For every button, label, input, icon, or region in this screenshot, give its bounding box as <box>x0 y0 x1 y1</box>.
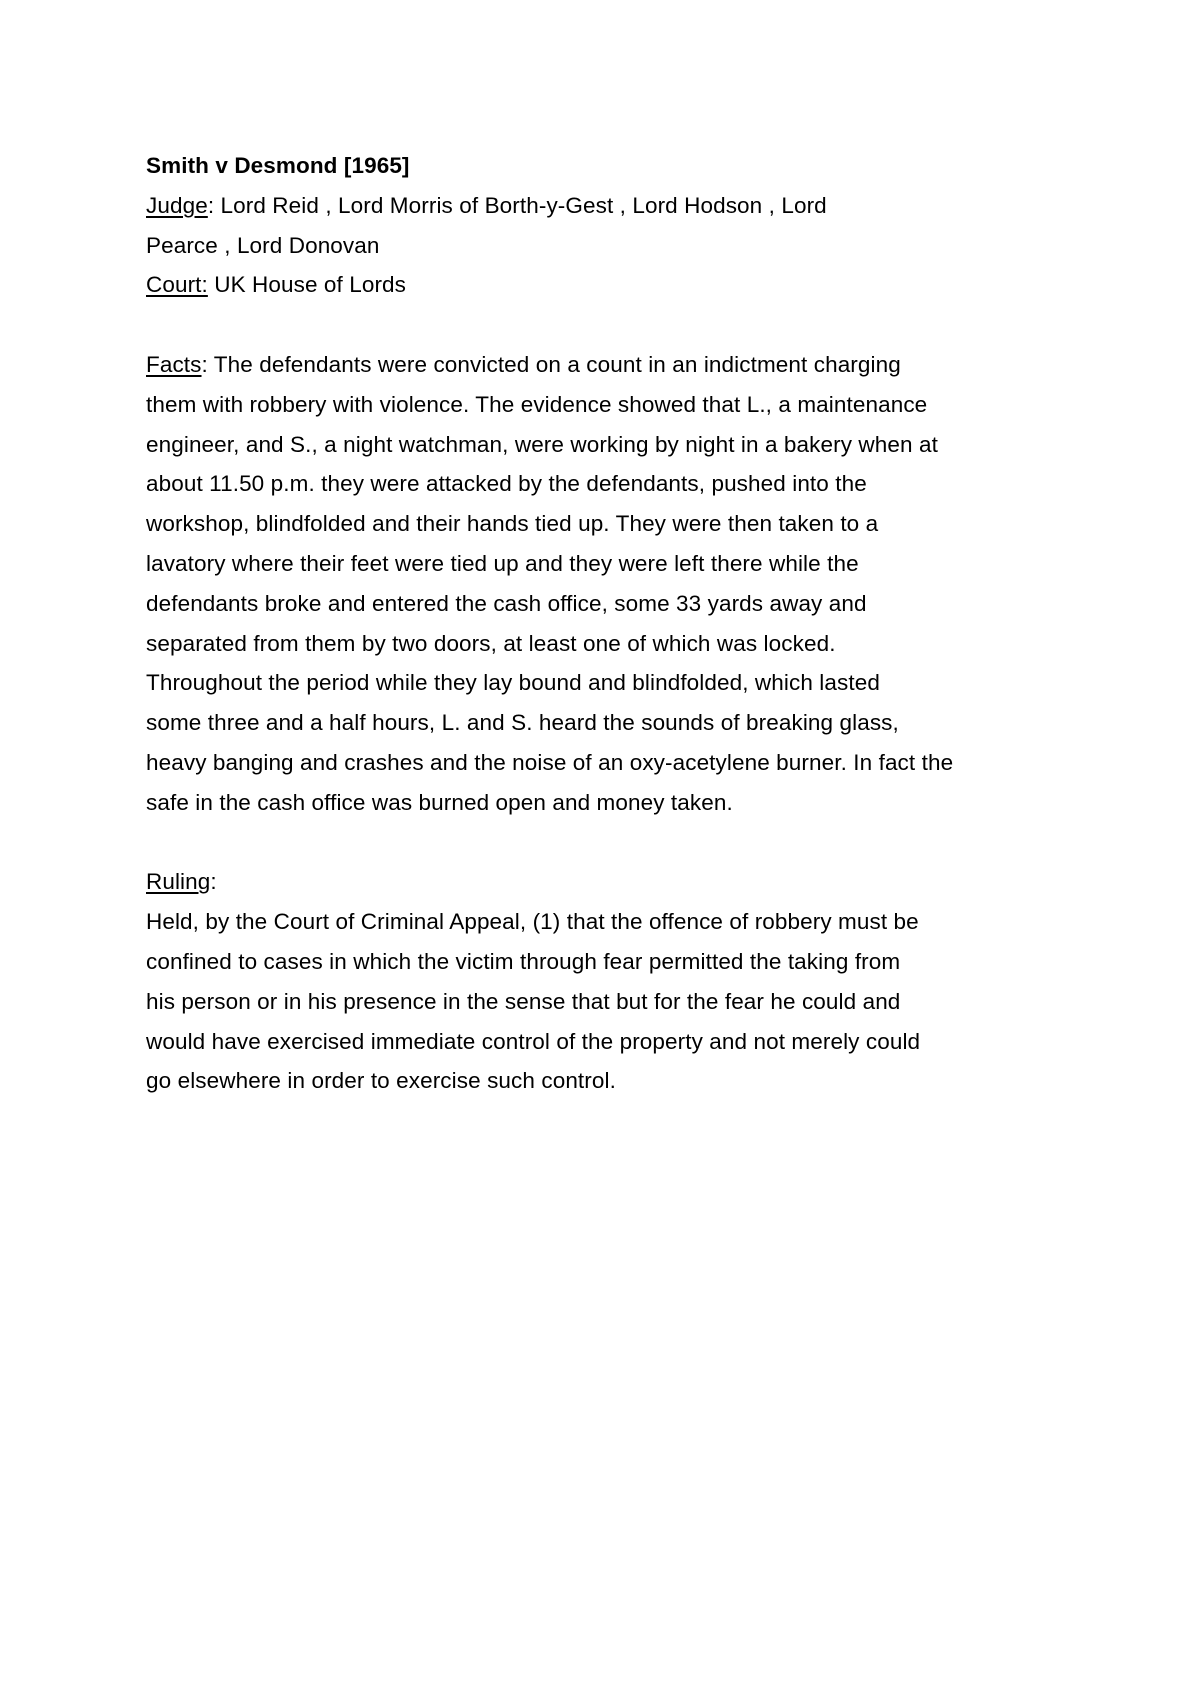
facts-text-0: : The defendants were convicted on a count in an indictment charging <box>201 351 901 377</box>
court-line <box>146 265 1076 305</box>
court-label: Court: <box>146 272 208 298</box>
facts-line: safe in the cash office was burned open and money taken. <box>146 789 733 815</box>
facts-section <box>146 345 1076 823</box>
judge-line-2: Pearce , Lord Donovan <box>146 232 380 258</box>
facts-line-0 <box>146 345 1076 385</box>
ruling-section <box>146 862 1076 1101</box>
ruling-label-suffix: : <box>210 869 217 895</box>
case-title: Smith v Desmond [1965] <box>146 153 410 178</box>
ruling-heading <box>146 862 1076 902</box>
facts-line: Throughout the period while they lay bound and blindfolded, which lasted <box>146 670 880 696</box>
facts-line: engineer, and S., a night watchman, were working by night in a bakery when at <box>146 431 938 457</box>
judge-label: Judge <box>146 192 208 218</box>
judge-line-1 <box>146 186 1076 226</box>
facts-line: workshop, blindfolded and their hands tied up. They were then taken to a <box>146 511 879 537</box>
ruling-line: Held, by the Court of Criminal Appeal, (1) that the offence of robbery must be <box>146 909 919 935</box>
court-value: UK House of Lords <box>207 272 407 298</box>
case-summary <box>146 146 1076 1101</box>
facts-line: defendants broke and entered the cash office, some 33 yards away and <box>146 590 867 616</box>
facts-line: them with robbery with violence. The evidence showed that L., a maintenance <box>146 391 928 417</box>
ruling-line: confined to cases in which the victim through fear permitted the taking from <box>146 948 901 974</box>
spacer <box>146 305 1076 345</box>
ruling-line: would have exercised immediate control of the property and not merely could <box>146 1028 921 1054</box>
facts-line: about 11.50 p.m. they were attacked by the defendants, pushed into the <box>146 471 867 497</box>
facts-label: Facts <box>146 351 202 377</box>
facts-line: lavatory where their feet were tied up and they were left there while the <box>146 550 859 576</box>
judge-names-1: : Lord Reid , Lord Morris of Borth-y-Gest , Lord Hodson , Lord <box>207 192 827 218</box>
facts-line: some three and a half hours, L. and S. heard the sounds of breaking glass, <box>146 710 899 736</box>
ruling-line: his person or in his presence in the sense that but for the fear he could and <box>146 988 901 1014</box>
facts-line: separated from them by two doors, at least one of which was locked. <box>146 630 836 656</box>
spacer <box>146 823 1076 863</box>
facts-line: heavy banging and crashes and the noise of an oxy-acetylene burner. In fact the <box>146 749 954 775</box>
ruling-label: Ruling <box>146 869 211 895</box>
ruling-line: go elsewhere in order to exercise such control. <box>146 1068 616 1094</box>
